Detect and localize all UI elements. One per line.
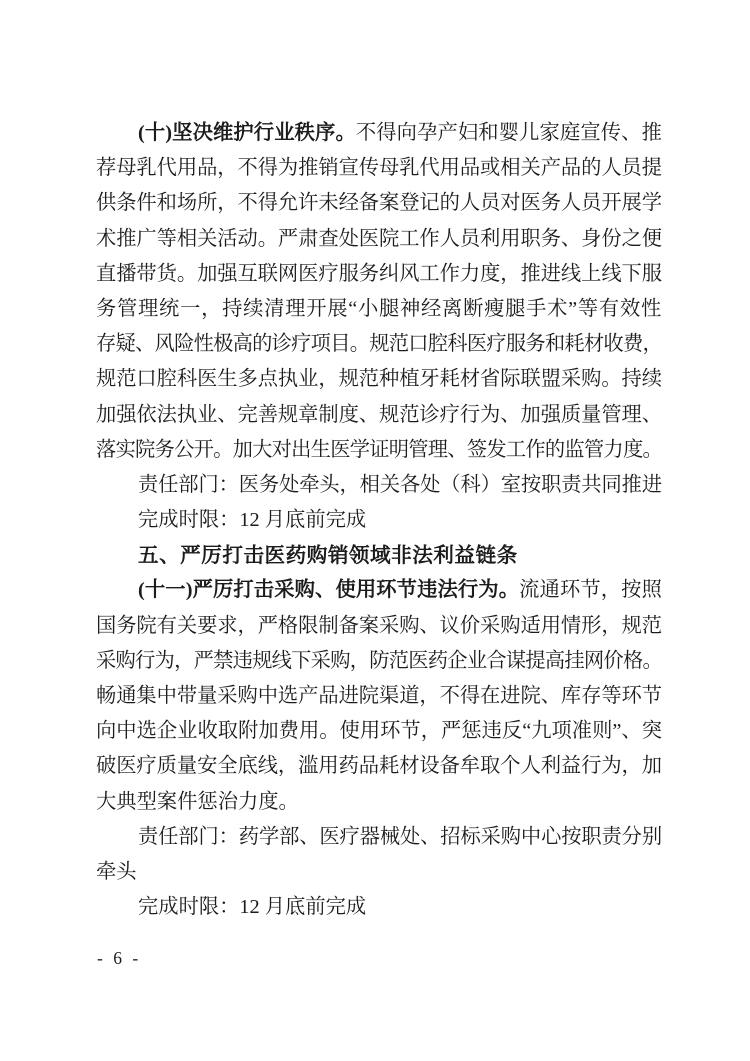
para-10-line: 务管理统一，持续清理开展“小腿神经离断瘦腿手术”等有效性 bbox=[96, 297, 662, 320]
para-10-line: 存疑、风险性极高的诊疗项目。规范口腔科医疗服务和耗材收费， bbox=[96, 333, 662, 356]
para-10-line: 落实院务公开。加大对出生医学证明管理、签发工作的监管力度。 bbox=[96, 438, 662, 461]
para-11-lead: (十一)严厉打击采购、使用环节违法行为。 bbox=[138, 579, 520, 602]
document-text-block bbox=[96, 116, 662, 925]
para-11-line-text: 流通环节，按照 bbox=[519, 579, 662, 602]
para-10-line: 供条件和场所，不得允许未经备案登记的人员对医务人员开展学 bbox=[96, 192, 662, 215]
para-10-line: 术推广等相关活动。严肃查处医院工作人员利用职务、身份之便 bbox=[96, 227, 662, 250]
para-10-line-text: 不得向孕产妇和婴儿家庭宣传、推 bbox=[355, 122, 662, 144]
para-11-first-line bbox=[96, 573, 662, 608]
responsible-dept-line-2: 责任部门：药学部、医疗器械处、招标采购中心按职责分别 bbox=[138, 825, 662, 848]
para-11-line: 畅通集中带量采购中选产品进院渠道，不得在进院、库存等环节 bbox=[96, 685, 662, 707]
para-11-line: 向中选企业收取附加费用。使用环节，严惩违反“九项准则”、突 bbox=[96, 720, 662, 743]
para-10-line: 直播带货。加强互联网医疗服务纠风工作力度，推进线上线下服 bbox=[96, 262, 662, 285]
para-11-last-line: 大典型案件惩治力度。 bbox=[96, 790, 299, 813]
para-10-line: 荐母乳代用品，不得为推销宣传母乳代用品或相关产品的人员提 bbox=[96, 157, 662, 180]
para-10-first-line bbox=[96, 116, 662, 151]
responsible-dept-line-1: 责任部门：医务处牵头，相关各处（科）室按职责共同推进 bbox=[138, 473, 662, 496]
deadline-line-1: 完成时限：12 月底前完成 bbox=[138, 509, 367, 532]
para-10-line: 规范口腔科医生多点执业，规范种植牙耗材省际联盟采购。持续 bbox=[96, 368, 662, 391]
para-11-line: 国务院有关要求，严格限制备案采购、议价采购适用情形，规范 bbox=[96, 614, 662, 637]
responsible-dept-line-2-wrap: 牵头 bbox=[96, 860, 137, 883]
para-11-line: 采购行为，严禁违规线下采购，防范医药企业合谋提高挂网价格。 bbox=[96, 649, 662, 672]
page-number: - 6 - bbox=[97, 948, 142, 968]
para-11-line: 破医疗质量安全底线，滥用药品耗材设备牟取个人利益行为，加 bbox=[96, 755, 662, 778]
para-10-line: 加强依法执业、完善规章制度、规范诊疗行为、加强质量管理、 bbox=[96, 403, 662, 426]
section-5-heading: 五、严厉打击医药购销领域非法利益链条 bbox=[138, 544, 518, 568]
para-10-lead: (十)坚决维护行业秩序。 bbox=[138, 122, 356, 144]
deadline-line-2: 完成时限：12 月底前完成 bbox=[138, 896, 367, 919]
